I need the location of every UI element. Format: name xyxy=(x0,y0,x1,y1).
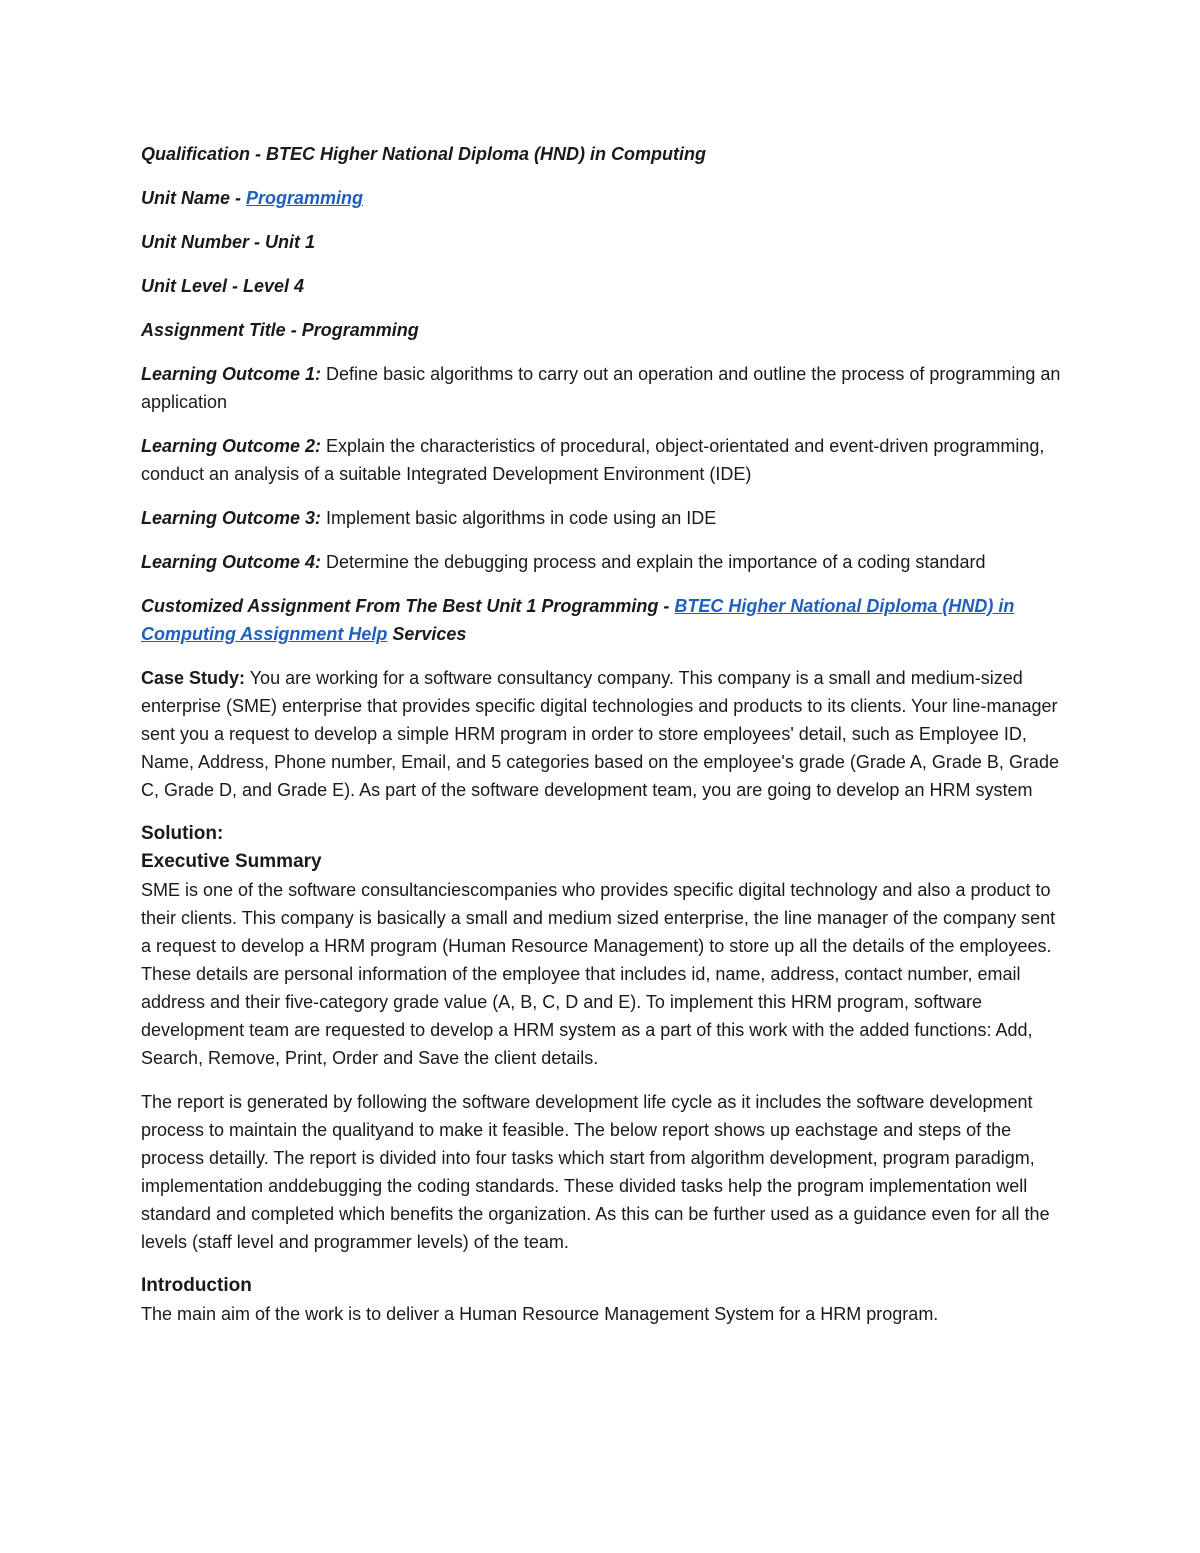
learning-outcome-1 xyxy=(141,360,1061,416)
learning-outcome-label: Learning Outcome 4: xyxy=(141,552,322,572)
unit-level-label: Unit Level - xyxy=(141,276,244,296)
learning-outcome-text: Explain the characteristics of procedural, object-orientated and event-driven programming, conduct an analysis of a suitable Integrated Development Environment (IDE) xyxy=(141,436,1045,484)
unit-level-line xyxy=(141,272,1061,300)
qualification-line xyxy=(141,140,1061,168)
introduction-heading: Introduction xyxy=(141,1275,252,1296)
qualification-value: BTEC Higher National Diploma (HND) in Computing xyxy=(266,144,706,164)
executive-summary-paragraph-2: The report is generated by following the software development life cycle as it includes the software development process to maintain the qualityand to make it feasible. The below report shows up eachstage and steps of the process detailly. The report is divided into four tasks which start from algorithm development, program paradigm, implementation anddebugging the coding standards. These divided tasks help the program implementation well standard and completed which benefits the organization. As this can be further used as a guidance even for all the levels (staff level and programmer levels) of the team. xyxy=(141,1092,1050,1252)
promo-suffix: Services xyxy=(387,624,467,644)
learning-outcome-2 xyxy=(141,432,1061,488)
unit-number-label: Unit Number - xyxy=(141,232,265,252)
promo-prefix: Customized Assignment From The Best Unit 1 Programming - xyxy=(141,596,675,616)
unit-name-line xyxy=(141,184,1061,212)
introduction-paragraph: The main aim of the work is to deliver a Human Resource Management System for a HRM program. xyxy=(141,1304,939,1324)
unit-name-link[interactable]: Programming xyxy=(246,188,364,208)
executive-summary-paragraph-1: SME is one of the software consultanciescompanies who provides specific digital technology and also a product to their clients. This company is basically a small and medium sized enterprise, the line manager of the company sent a request to develop a HRM program (Human Resource Management) to store up all the details of the employees. These details are personal information of the employee that includes id, name, address, contact number, email address and their five-category grade value (A, B, C, D and E). To implement this HRM program, software development team are requested to develop a HRM system as a part of this work with the added functions: Add, Search, Remove, Print, Order and Save the client details. xyxy=(141,880,1056,1068)
learning-outcome-text: Define basic algorithms to carry out an operation and outline the process of programming an application xyxy=(141,364,1061,412)
case-study-text: You are working for a software consultancy company. This company is a small and medium-sized enterprise (SME) enterprise that provides specific digital technologies and products to its clients. Your line-manager sent you a request to develop a simple HRM program in order to store employees' detail, such as Employee ID, Name, Address, Phone number, Email, and 5 categories based on the employee's grade (Grade A, Grade B, Grade C, Grade D, and Grade E). As part of the software development team, you are going to develop an HRM system xyxy=(141,668,1059,800)
assignment-title-label: Assignment Title - xyxy=(141,320,302,340)
case-study-label: Case Study: xyxy=(141,668,246,688)
assignment-help-link[interactable]: BTEC Higher National Diploma (HND) in Computing Assignment Help xyxy=(141,596,1015,644)
qualification-label: Qualification - xyxy=(141,144,267,164)
document-body xyxy=(141,140,1061,1328)
learning-outcome-label: Learning Outcome 3: xyxy=(141,508,322,528)
unit-number-line xyxy=(141,228,1061,256)
unit-level-value: Level 4 xyxy=(243,276,305,296)
unit-number-value: Unit 1 xyxy=(265,232,316,252)
learning-outcome-3 xyxy=(141,504,1061,532)
unit-name-label: Unit Name - xyxy=(141,188,247,208)
promo-line xyxy=(141,592,1061,648)
assignment-title-value: Programming xyxy=(301,320,419,340)
solution-heading: Solution: xyxy=(141,823,224,844)
learning-outcome-text: Implement basic algorithms in code using an IDE xyxy=(321,508,717,528)
learning-outcome-label: Learning Outcome 2: xyxy=(141,436,322,456)
assignment-title-line xyxy=(141,316,1061,344)
learning-outcome-4 xyxy=(141,548,1061,576)
learning-outcome-text: Determine the debugging process and explain the importance of a coding standard xyxy=(321,552,986,572)
case-study xyxy=(141,664,1061,804)
learning-outcome-label: Learning Outcome 1: xyxy=(141,364,322,384)
executive-summary-heading: Executive Summary xyxy=(141,851,322,872)
